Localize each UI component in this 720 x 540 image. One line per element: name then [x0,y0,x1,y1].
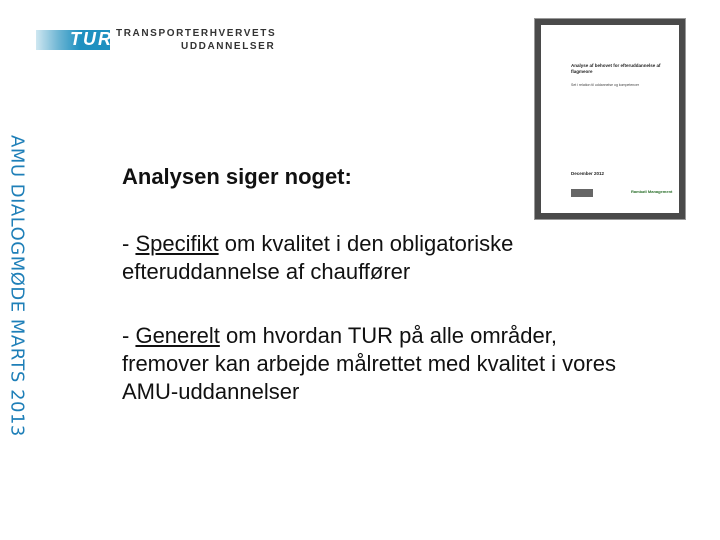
tur-logo [36,22,277,58]
bullet-keyword: Specifikt [135,231,219,256]
bullet-prefix: - [122,231,136,256]
report-date: December 2012 [571,171,605,176]
bullet-text: om hvordan TUR på alle områder, fremover kan arbejde målrettet med kvalitet i vores AMU-uddannelser [122,323,616,404]
bullet-generelt [122,322,642,406]
logo-mark: TUR [70,29,113,49]
report-title: Analyse af behovet for efteruddannelse af flagmeore [571,63,661,74]
logo-line1: TRANSPORTERHVERVETS [116,28,277,39]
bullet-text: om kvalitet i den obligatoriske efteruddannelse af chauffører [122,231,514,284]
slide-heading: Analysen siger noget: [122,164,352,189]
vertical-event-text: AMU DIALOGMØDE MARTS 2013 [6,135,28,437]
slide-body [122,164,642,442]
bullet-specifikt [122,230,642,286]
logo-line2: UDDANNELSER [181,41,276,52]
vertical-event-label [6,135,28,465]
report-publisher: Rambøll Management [631,189,673,194]
report-subtitle: Set i relation til uddannelse og kompetencer [571,83,640,87]
bullet-keyword: Generelt [135,323,220,348]
bullet-prefix: - [122,323,136,348]
